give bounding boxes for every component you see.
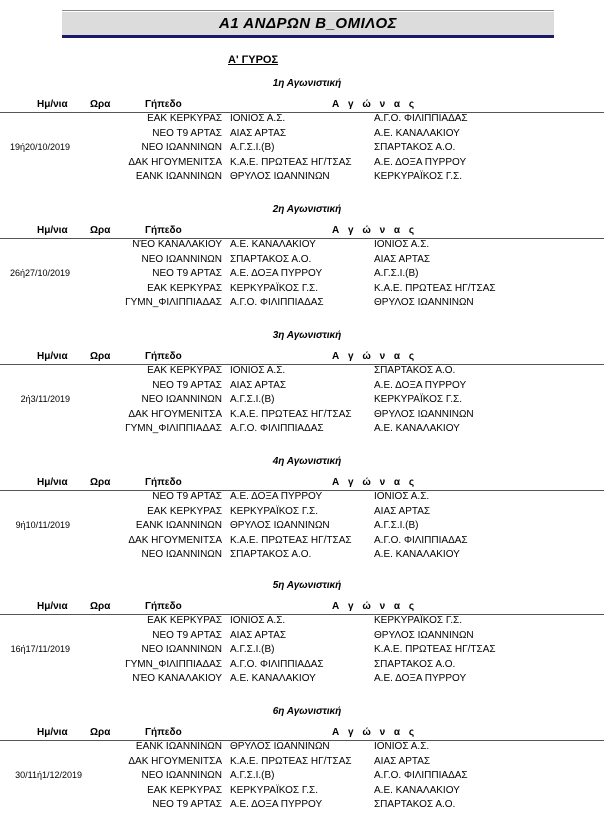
game-venue: ΓΥΜΝ_ΦΙΛΙΠΠΙΑΔΑΣ	[125, 297, 222, 309]
game-venue: ΕΑΚ ΚΕΡΚΥΡΑΣ	[147, 615, 222, 626]
game-home-team: Α.Ε. ΚΑΝΑΛΑΚΙΟΥ	[230, 239, 316, 250]
game-away-team: Α.Ε. ΚΑΝΑΛΑΚΙΟΥ	[374, 784, 460, 796]
game-home-team: ΙΟΝΙΟΣ Α.Σ.	[230, 615, 286, 626]
game-row	[0, 142, 614, 157]
matchday-title: 1η Αγωνιστική	[272, 78, 342, 89]
game-venue: ΝΕΟ Τ9 ΑΡΤΑΣ	[152, 127, 222, 139]
game-row	[0, 409, 614, 424]
game-home-team: ΣΠΑΡΤΑΚΟΣ Α.Ο.	[230, 549, 312, 561]
game-row	[0, 799, 614, 814]
game-home-team: Κ.Α.Ε. ΠΡΩΤΕΑΣ ΗΓ/ΤΣΑΣ	[230, 534, 352, 546]
game-row	[0, 673, 614, 688]
game-home-team: Α.Ε. ΔΟΞΑ ΠΥΡΡΟΥ	[230, 268, 323, 280]
game-venue: ΝΕΟ ΙΩΑΝΝΙΝΩΝ	[141, 549, 222, 561]
game-venue: ΝΕΟ ΙΩΑΝΝΙΝΩΝ	[141, 253, 222, 265]
game-home-team: Α.Ε. ΔΟΞΑ ΠΥΡΡΟΥ	[230, 491, 323, 502]
game-away-team: ΘΡΥΛΟΣ ΙΩΑΝΝΙΝΩΝ	[374, 297, 474, 309]
game-row	[0, 615, 614, 630]
game-row	[0, 157, 614, 172]
game-venue: ΕΑΚ ΚΕΡΚΥΡΑΣ	[147, 784, 222, 796]
game-row	[0, 549, 614, 564]
page-title: Α1 ΑΝΔΡΩΝ Β_ΟΜΙΛΟΣ	[219, 15, 397, 32]
game-venue: ΝΕΟ Τ9 ΑΡΤΑΣ	[152, 799, 222, 811]
matchday-date: 30/11ή1/12/2019	[15, 770, 82, 781]
game-row	[0, 171, 614, 186]
matchday-date: 26ή27/10/2019	[9, 268, 70, 279]
header-date: Ημ/νια	[37, 727, 68, 738]
game-home-team: ΘΡΥΛΟΣ ΙΩΑΝΝΙΝΩΝ	[230, 741, 330, 752]
game-venue: ΔΑΚ ΗΓΟΥΜΕΝΙΤΣΑ	[128, 156, 222, 168]
matchday-date: 9ή10/11/2019	[15, 520, 70, 531]
game-home-team: Κ.Α.Ε. ΠΡΩΤΕΑΣ ΗΓ/ΤΣΑΣ	[230, 408, 352, 420]
game-venue: ΔΑΚ ΗΓΟΥΜΕΝΙΤΣΑ	[128, 755, 222, 767]
game-row	[0, 756, 614, 771]
game-venue: ΝΕΟ ΙΩΑΝΝΙΝΩΝ	[141, 770, 222, 782]
game-row	[0, 128, 614, 143]
game-home-team: ΙΟΝΙΟΣ Α.Σ.	[230, 113, 286, 124]
game-away-team: Κ.Α.Ε. ΠΡΩΤΕΑΣ ΗΓ/ΤΣΑΣ	[374, 644, 496, 656]
game-venue: ΕΑΝΚ ΙΩΑΝΝΙΝΩΝ	[135, 171, 222, 183]
header-match: Α γ ώ ν α ς	[332, 601, 418, 612]
game-venue: ΕΑΚ ΚΕΡΚΥΡΑΣ	[147, 113, 222, 124]
game-away-team: Α.Γ.Σ.Ι.(Β)	[374, 520, 419, 532]
game-row	[0, 283, 614, 298]
game-venue: ΝΕΟ Τ9 ΑΡΤΑΣ	[152, 379, 222, 391]
game-away-team: ΙΟΝΙΟΣ Α.Σ.	[374, 239, 430, 250]
game-home-team: ΘΡΥΛΟΣ ΙΩΑΝΝΙΝΩΝ	[230, 520, 330, 532]
game-away-team: ΣΠΑΡΤΑΚΟΣ Α.Ο.	[374, 142, 456, 154]
game-away-team: ΚΕΡΚΥΡΑΪΚΟΣ Γ.Σ.	[374, 171, 462, 183]
game-away-team: Α.Ε. ΔΟΞΑ ΠΥΡΡΟΥ	[374, 156, 467, 168]
game-home-team: Α.Γ.Ο. ΦΙΛΙΠΠΙΑΔΑΣ	[230, 297, 324, 309]
game-home-team: Κ.Α.Ε. ΠΡΩΤΕΑΣ ΗΓ/ΤΣΑΣ	[230, 156, 352, 168]
header-time: Ωρα	[90, 225, 111, 236]
matchday-title: 5η Αγωνιστική	[272, 580, 342, 591]
game-row	[0, 394, 614, 409]
game-home-team: ΑΙΑΣ ΑΡΤΑΣ	[230, 629, 287, 641]
matchday-title: 3η Αγωνιστική	[272, 330, 342, 341]
game-row	[0, 741, 614, 756]
header-date: Ημ/νια	[37, 601, 68, 612]
header-match: Α γ ώ ν α ς	[332, 99, 418, 110]
matchday-date: 16ή17/11/2019	[10, 644, 70, 655]
game-row	[0, 239, 614, 254]
matchday-date: 19ή20/10/2019	[9, 142, 70, 153]
game-home-team: Α.Γ.Ο. ΦΙΛΙΠΠΙΑΔΑΣ	[230, 658, 324, 670]
title-bar	[62, 12, 554, 38]
matchday-title: 6η Αγωνιστική	[272, 706, 342, 717]
game-home-team: ΚΕΡΚΥΡΑΪΚΟΣ Γ.Σ.	[230, 505, 318, 517]
game-row	[0, 423, 614, 438]
game-row	[0, 659, 614, 674]
game-venue: ΝΕΟ Τ9 ΑΡΤΑΣ	[152, 268, 222, 280]
game-venue: ΕΑΚ ΚΕΡΚΥΡΑΣ	[147, 505, 222, 517]
header-time: Ωρα	[90, 99, 111, 110]
game-row	[0, 268, 614, 283]
game-away-team: ΚΕΡΚΥΡΑΪΚΟΣ Γ.Σ.	[374, 394, 462, 406]
game-home-team: ΙΟΝΙΟΣ Α.Σ.	[230, 365, 286, 376]
header-date: Ημ/νια	[37, 99, 68, 110]
game-venue: ΔΑΚ ΗΓΟΥΜΕΝΙΤΣΑ	[128, 534, 222, 546]
game-away-team: Α.Ε. ΚΑΝΑΛΑΚΙΟΥ	[374, 549, 460, 561]
matchday-date: 2ή3/11/2019	[20, 394, 70, 405]
game-venue: ΕΑΚ ΚΕΡΚΥΡΑΣ	[147, 282, 222, 294]
header-venue: Γήπεδο	[145, 477, 182, 488]
game-venue: ΓΥΜΝ_ΦΙΛΙΠΠΙΑΔΑΣ	[125, 423, 222, 435]
game-row	[0, 491, 614, 506]
game-away-team: ΘΡΥΛΟΣ ΙΩΑΝΝΙΝΩΝ	[374, 408, 474, 420]
game-home-team: ΑΙΑΣ ΑΡΤΑΣ	[230, 379, 287, 391]
game-away-team: Α.Γ.Σ.Ι.(Β)	[374, 268, 419, 280]
header-venue: Γήπεδο	[145, 99, 182, 110]
game-row	[0, 785, 614, 800]
game-away-team: ΑΙΑΣ ΑΡΤΑΣ	[374, 253, 431, 265]
game-away-team: Α.Γ.Ο. ΦΙΛΙΠΠΙΑΔΑΣ	[374, 113, 468, 124]
header-time: Ωρα	[90, 601, 111, 612]
game-venue: ΝΈΟ ΚΑΝΑΛΑΚΙΟΥ	[132, 239, 222, 250]
title-top-rule	[62, 10, 554, 11]
header-date: Ημ/νια	[37, 477, 68, 488]
game-away-team: ΙΟΝΙΟΣ Α.Σ.	[374, 491, 430, 502]
game-venue: ΝΕΟ Τ9 ΑΡΤΑΣ	[152, 629, 222, 641]
header-time: Ωρα	[90, 351, 111, 362]
game-away-team: ΣΠΑΡΤΑΚΟΣ Α.Ο.	[374, 799, 456, 811]
game-home-team: Α.Ε. ΔΟΞΑ ΠΥΡΡΟΥ	[230, 799, 323, 811]
header-match: Α γ ώ ν α ς	[332, 477, 418, 488]
game-home-team: ΚΕΡΚΥΡΑΪΚΟΣ Γ.Σ.	[230, 282, 318, 294]
header-date: Ημ/νια	[37, 225, 68, 236]
game-venue: ΕΑΚ ΚΕΡΚΥΡΑΣ	[147, 365, 222, 376]
game-away-team: ΣΠΑΡΤΑΚΟΣ Α.Ο.	[374, 365, 456, 376]
game-home-team: Α.Γ.Σ.Ι.(Β)	[230, 394, 275, 406]
game-away-team: ΑΙΑΣ ΑΡΤΑΣ	[374, 505, 431, 517]
game-venue: ΝΕΟ ΙΩΑΝΝΙΝΩΝ	[141, 644, 222, 656]
game-home-team: Α.Ε. ΚΑΝΑΛΑΚΙΟΥ	[230, 673, 316, 685]
game-away-team: Α.Ε. ΚΑΝΑΛΑΚΙΟΥ	[374, 127, 460, 139]
game-away-team: ΙΟΝΙΟΣ Α.Σ.	[374, 741, 430, 752]
game-home-team: Α.Γ.Ο. ΦΙΛΙΠΠΙΑΔΑΣ	[230, 423, 324, 435]
game-home-team: ΣΠΑΡΤΑΚΟΣ Α.Ο.	[230, 253, 312, 265]
game-venue: ΝΕΟ Τ9 ΑΡΤΑΣ	[152, 491, 222, 502]
game-venue: ΕΑΝΚ ΙΩΑΝΝΙΝΩΝ	[135, 520, 222, 532]
game-away-team: Α.Ε. ΔΟΞΑ ΠΥΡΡΟΥ	[374, 673, 467, 685]
header-time: Ωρα	[90, 727, 111, 738]
game-venue: ΝΕΟ ΙΩΑΝΝΙΝΩΝ	[141, 142, 222, 154]
game-home-team: ΚΕΡΚΥΡΑΪΚΟΣ Γ.Σ.	[230, 784, 318, 796]
game-away-team: Α.Ε. ΔΟΞΑ ΠΥΡΡΟΥ	[374, 379, 467, 391]
header-match: Α γ ώ ν α ς	[332, 727, 418, 738]
game-venue: ΕΑΝΚ ΙΩΑΝΝΙΝΩΝ	[135, 741, 222, 752]
header-venue: Γήπεδο	[145, 727, 182, 738]
game-row	[0, 380, 614, 395]
game-away-team: Α.Γ.Ο. ΦΙΛΙΠΠΙΑΔΑΣ	[374, 770, 468, 782]
game-row	[0, 644, 614, 659]
header-venue: Γήπεδο	[145, 225, 182, 236]
game-row	[0, 297, 614, 312]
game-away-team: ΘΡΥΛΟΣ ΙΩΑΝΝΙΝΩΝ	[374, 629, 474, 641]
game-home-team: Α.Γ.Σ.Ι.(Β)	[230, 770, 275, 782]
game-away-team: Α.Γ.Ο. ΦΙΛΙΠΠΙΑΔΑΣ	[374, 534, 468, 546]
game-home-team: Α.Γ.Σ.Ι.(Β)	[230, 644, 275, 656]
game-home-team: ΑΙΑΣ ΑΡΤΑΣ	[230, 127, 287, 139]
header-venue: Γήπεδο	[145, 351, 182, 362]
game-away-team: ΚΕΡΚΥΡΑΪΚΟΣ Γ.Σ.	[374, 615, 462, 626]
game-home-team: ΘΡΥΛΟΣ ΙΩΑΝΝΙΝΩΝ	[230, 171, 330, 183]
round-heading: Α' ΓΥΡΟΣ	[228, 54, 279, 66]
game-home-team: Κ.Α.Ε. ΠΡΩΤΕΑΣ ΗΓ/ΤΣΑΣ	[230, 755, 352, 767]
game-row	[0, 254, 614, 269]
game-venue: ΔΑΚ ΗΓΟΥΜΕΝΙΤΣΑ	[128, 408, 222, 420]
header-date: Ημ/νια	[37, 351, 68, 362]
game-row	[0, 506, 614, 521]
game-row	[0, 630, 614, 645]
header-match: Α γ ώ ν α ς	[332, 351, 418, 362]
matchday-title: 4η Αγωνιστική	[272, 456, 342, 467]
game-away-team: ΑΙΑΣ ΑΡΤΑΣ	[374, 755, 431, 767]
header-venue: Γήπεδο	[145, 601, 182, 612]
game-row	[0, 770, 614, 785]
matchday-title: 2η Αγωνιστική	[272, 204, 342, 215]
game-row	[0, 520, 614, 535]
header-match: Α γ ώ ν α ς	[332, 225, 418, 236]
game-venue: ΝΕΟ ΙΩΑΝΝΙΝΩΝ	[141, 394, 222, 406]
game-venue: ΝΈΟ ΚΑΝΑΛΑΚΙΟΥ	[132, 673, 222, 685]
game-away-team: Α.Ε. ΚΑΝΑΛΑΚΙΟΥ	[374, 423, 460, 435]
game-away-team: ΣΠΑΡΤΑΚΟΣ Α.Ο.	[374, 658, 456, 670]
game-row	[0, 535, 614, 550]
game-venue: ΓΥΜΝ_ΦΙΛΙΠΠΙΑΔΑΣ	[125, 658, 222, 670]
game-row	[0, 365, 614, 380]
game-away-team: Κ.Α.Ε. ΠΡΩΤΕΑΣ ΗΓ/ΤΣΑΣ	[374, 282, 496, 294]
header-time: Ωρα	[90, 477, 111, 488]
game-row	[0, 113, 614, 128]
game-home-team: Α.Γ.Σ.Ι.(Β)	[230, 142, 275, 154]
